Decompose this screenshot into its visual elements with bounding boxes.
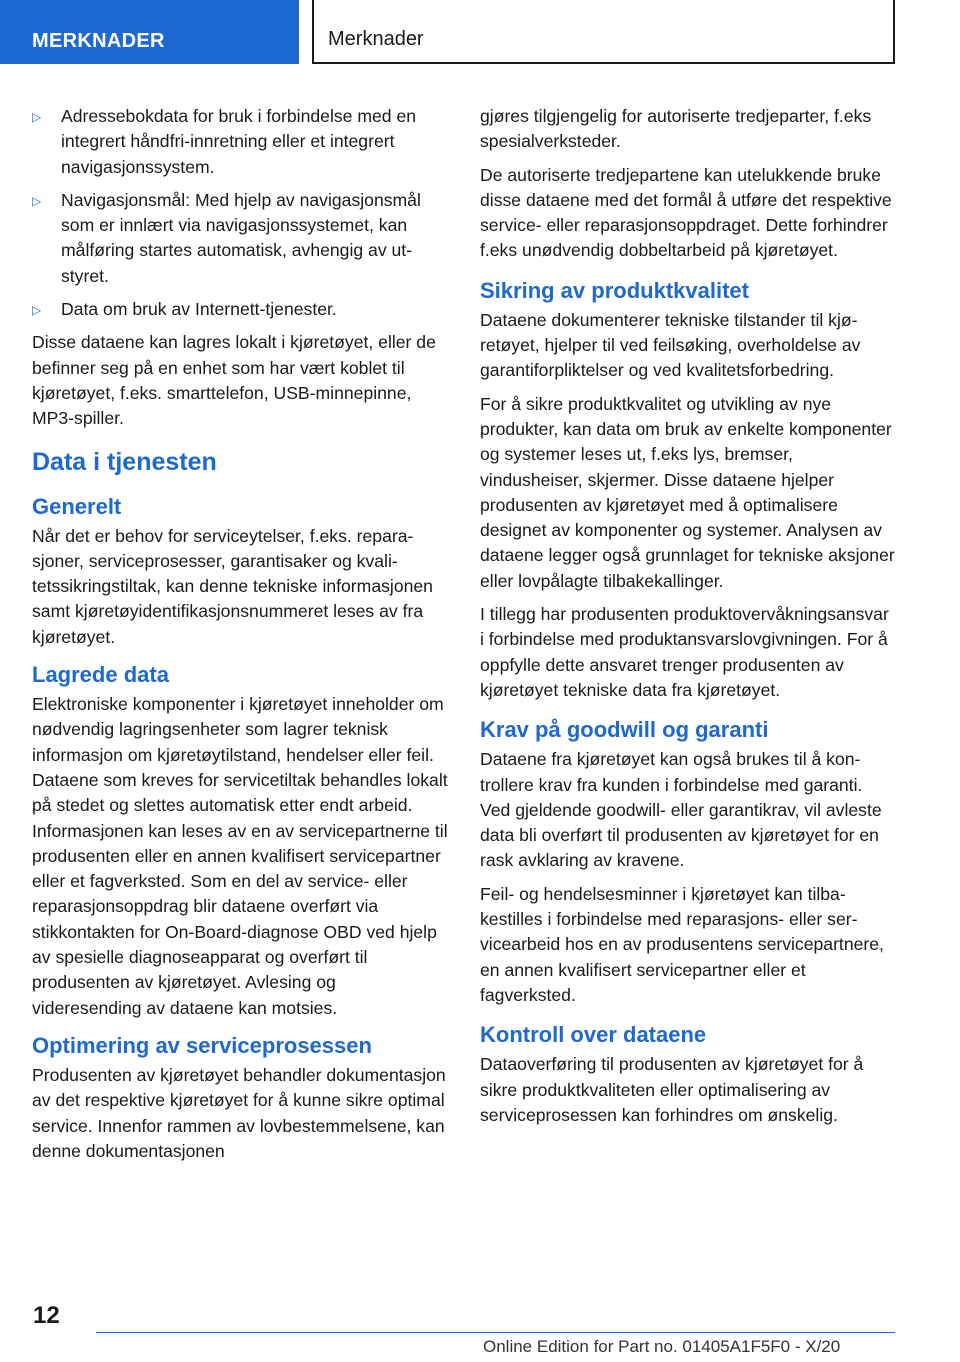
paragraph-lagrede-data: Elektroniske komponenter i kjøretøyet inneholder om nødvendig lagringsenheter som lagrer teknisk informasjon om kjøretøytilstand, hendelser eller feil. Dataene som kreves for servicetiltak behandles lokalt på stedet og slettes automatisk etter endt arbeid. Informasjonen kan leses av en av servicepartnerne til produsenten eller en annen kvalifisert servicepartner eller et fagverksted. Som en del av service- eller reparasjonsoppdrag blir dataene overført via stikkontakten for On-Board-diagnose OBD ved hjelp av spesielle diagnoseapparat og overført til produsenten av kjøretøyet. Avlesing og videresending av dataene kan motsies. — [32, 694, 448, 1018]
list-item — [32, 104, 448, 180]
paragraph-krav-1: Dataene fra kjøretøyet kan også brukes til å kontrollere krav fra kunden i forbindelse med garanti. Ved gjeldende goodwill- eller garantikrav, vil avleste data bli overført til produsenten av kjøretøyet for en rask avklaring av kravene. — [480, 749, 882, 871]
paragraph-generelt: Når det er behov for serviceytelser, f.eks. reparasjoner, serviceprosesser, garantisaker og kvalitetssikringstiltak, kan denne tekniske informasjonen samt kjøretøyidentifikasjonsnummeret leses av fra kjøretøyet. — [32, 525, 433, 647]
list-item-text: Adressebokdata for bruk i forbindelse med en integrert håndfri-innretning eller et integrert navigasjonssystem. — [61, 106, 417, 177]
list-item-text: Data om bruk av Internett-tjenester. — [61, 299, 337, 320]
footer-divider — [96, 1332, 895, 1333]
section-tab — [0, 0, 299, 64]
paragraph-kontroll: Dataoverføring til produsenten av kjøretøyet for å sikre produktkvaliteten eller optimalisering av serviceprosessen kan forhindres om ønskelig. — [480, 1054, 864, 1125]
page-number: 12 — [33, 1302, 60, 1329]
heading-sikring: Sikring av produktkvalitet — [480, 277, 749, 303]
triangle-right-outline-icon: ▷ — [32, 110, 42, 124]
section-tab-label: MERKNADER — [32, 30, 165, 52]
list-item — [32, 297, 448, 322]
heading-lagrede-data: Lagrede data — [32, 662, 169, 688]
bullet-list — [32, 104, 448, 322]
paragraph-continued: gjøres tilgjengelig for autoriserte tredjeparter, f.eks spesialverksteder. — [480, 106, 872, 152]
header-frame — [312, 0, 895, 64]
left-column — [32, 104, 448, 1172]
triangle-right-outline-icon: ▷ — [32, 303, 42, 318]
paragraph-storage: Disse dataene kan lagres lokalt i kjøretøyet, eller de befinner seg på en enhet som har vært koblet til kjøretøyet, f.eks. smarttelefon, USB-minnepinne, MP3-spiller. — [32, 332, 436, 429]
paragraph-third-parties: De autoriserte tredjepartene kan utelukkende bruke disse dataene med det formål å utføre det respektive service- eller reparasjonsoppdraget. Dette forhindrer f.eks unødvendig dobbeltarbeid på kjøretøyet. — [480, 164, 892, 261]
paragraph-optimering: Produsenten av kjøretøyet behandler dokumentasjon av det respektive kjøretøyet for å kunne sikre optimal service. Innenfor rammen av lovbestemmelsene, kan denne dokumentasjonen — [32, 1064, 446, 1161]
heading-krav: Krav på goodwill og garanti — [480, 717, 769, 743]
right-column — [480, 104, 896, 1136]
footer-edition: Online Edition for Part no. 01405A1F5F0 - X/20 — [483, 1337, 841, 1356]
heading-data-service: Data i tjenesten — [32, 447, 217, 476]
heading-kontroll: Kontroll over dataene — [480, 1022, 707, 1048]
paragraph-sikring-2: For å sikre produktkvalitet og utvikling av nye produkter, kan data om bruk av enkelte komponenter og systemer leses ut, f.eks lys, bremser, vindusheiser, skjermer. Disse dataene hjelper produsenten av kjøretøyet med å optimalisere designet av komponenter og systemer. Analysen av dataene legger også grunnlaget for tekniske aksjoner eller lovpålagte tilbakekallinger. — [480, 393, 895, 591]
paragraph-sikring-3: I tillegg har produsenten produktovervåkningsansvar i forbindelse med produktansvarslovgivningen. For å oppfylle dette ansvaret trenger produsenten av kjøretøyet tekniske data fra kjøretøyet. — [480, 604, 889, 700]
heading-optimering: Optimering av serviceprosessen — [32, 1032, 372, 1058]
list-item — [32, 188, 448, 289]
chapter-title: Merknader — [328, 28, 424, 50]
heading-generelt: Generelt — [32, 493, 122, 519]
list-item-text: Navigasjonsmål: Med hjelp av navigasjonsmål som er innlært via navigasjonssystemet, kan målføring startes automatisk, avhengig av utstyret. — [61, 189, 421, 286]
paragraph-sikring-1: Dataene dokumenterer tekniske tilstander til kjøretøyet, hjelper til ved feilsøking, overholdelse av garantiforpliktelser og ved kvalitetsforbedring. — [480, 309, 861, 381]
triangle-right-outline-icon: ▷ — [32, 193, 42, 208]
paragraph-krav-2: Feil- og hendelsesminner i kjøretøyet kan tilbakestilles i forbindelse med reparasjons- eller servicearbeid hos en av produsentens servicepartnere, en annen kvalifisert servicepartner eller et fagverksted. — [480, 883, 884, 1005]
